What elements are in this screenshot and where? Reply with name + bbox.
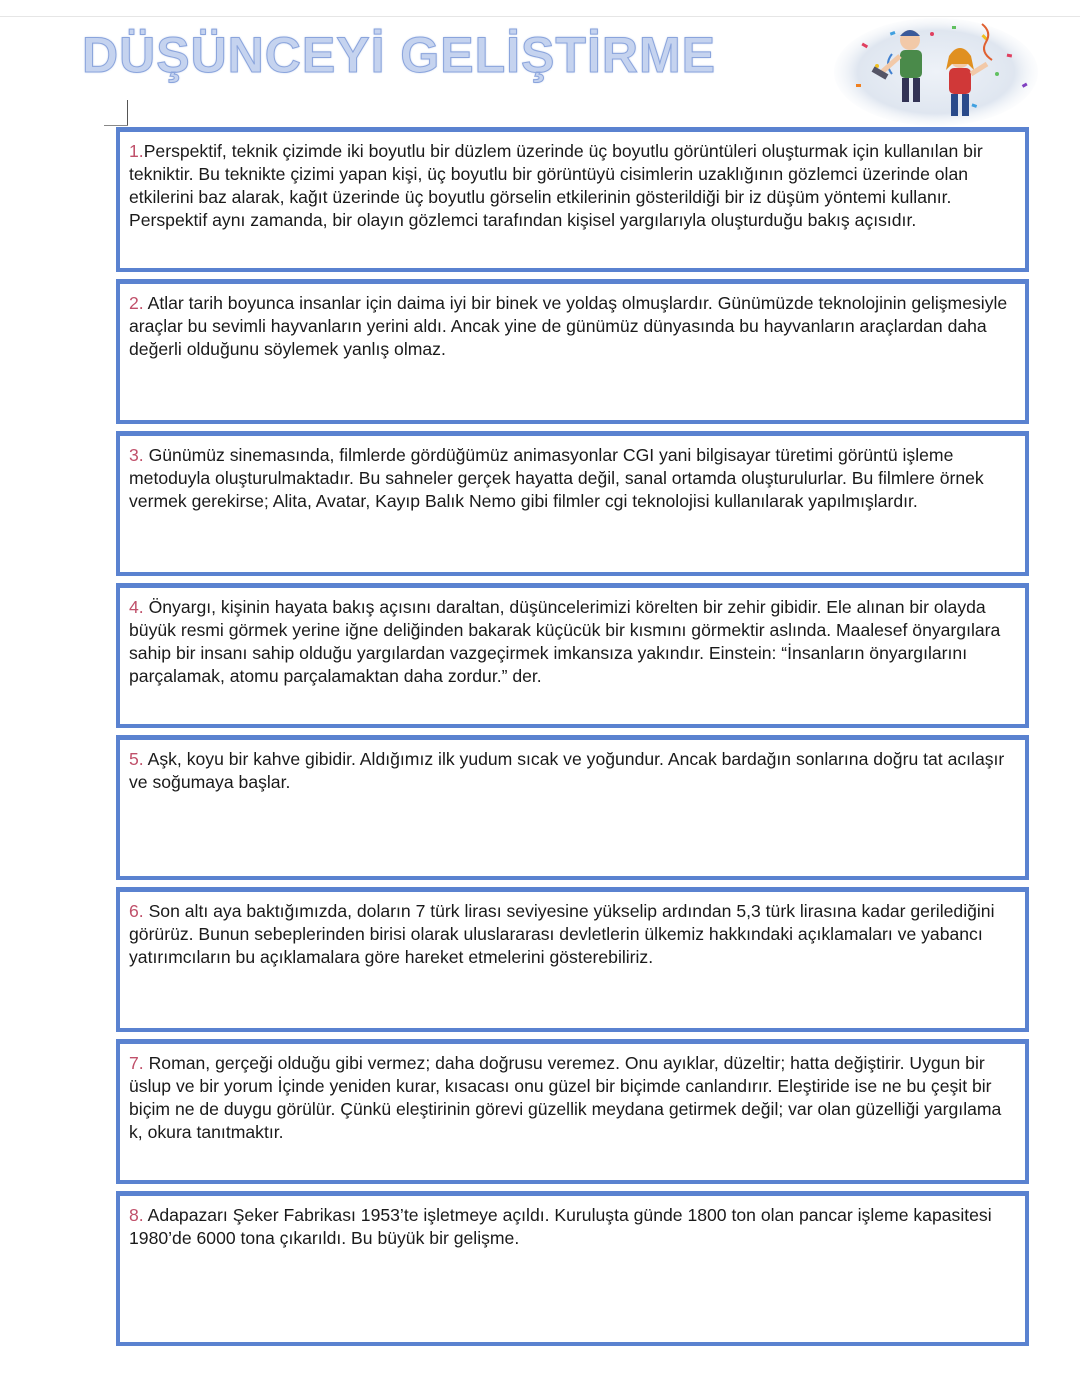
box-4-paragraph (129, 596, 1015, 688)
text-box-7 (116, 1039, 1029, 1184)
item-number: 1. (129, 141, 144, 161)
item-text: Son altı aya baktığımızda, doların 7 türk lirası seviyesine yükselip ardından 5,3 türk lirasına kadar gerilediğini görürüz. Bunun sebeplerinden birisi olarak uluslararası devletlerin ülkemiz hakkındaki açıklamaları ve yabancı yatırımcıların bu açıklamalara göre hareket etmelerini gösterebiliriz. (129, 901, 995, 967)
text-box-1 (116, 127, 1029, 272)
item-number: 3. (129, 445, 144, 465)
text-box-2 (116, 279, 1029, 424)
item-number: 7. (129, 1053, 144, 1073)
box-3-paragraph (129, 444, 1015, 513)
item-number: 8. (129, 1205, 144, 1225)
item-text: Perspektif, teknik çizimde iki boyutlu bir düzlem üzerinde üç boyutlu görüntüleri oluşturmak için kullanılan bir tekniktir. Bu teknikte çizimi yapan kişi, üç boyutlu bir görüntüyü cisimlerin uzaklığının gözlemci üzerinde olan etkilerini baz alarak, kağıt üzerinde üç boyutlu görselin etkilerinin gösterildiği bir iz düşüm yöntemi kullanır. Perspektif aynı zamanda, bir olayın gözlemci tarafından kişisel yargılarıyla oluşturduğu bakış açısıdır. (129, 141, 983, 230)
text-box-4 (116, 583, 1029, 728)
item-text: Günümüz sinemasında, filmlerde gördüğümüz animasyonlar CGI yani bilgisayar türetimi görüntü işleme metoduyla oluşturulmaktadır. Bu sahneler gerçek hayatta değil, sanal ortamda oluşturulurlar. Bu filmlere örnek vermek gerekirse; Alita, Avatar, Kayıp Balık Nemo gibi filmler cgi teknolojisi kullanılarak yapılmışlardır. (129, 445, 984, 511)
item-text: Atlar tarih boyunca insanlar için daima iyi bir binek ve yoldaş olmuşlardır. Günümüzde teknolojinin gelişmesiyle araçlar bu sevimli hayvanların yerini aldı. Ancak yine de günümüz dünyasında bu hayvanların araçlardan daha değerli olduğunu söylemek yanlış olmaz. (129, 293, 1008, 359)
item-text: Roman, gerçeği olduğu gibi vermez; daha doğrusu veremez. Onu ayıklar, düzeltir; hatta değiştirir. Uygun bir üslup ve bir yorum İçinde yeniden kurar, kısacası onu güzel bir biçimde canlandırır. Eleştiride ise ne bu çeşit bir biçim ne de duygu görülür. Çünkü eleştirinin görevi güzellik meydana getirmek değil; var olan güzelliği yargılama k, okura tanıtmaktır. (129, 1053, 1002, 1142)
item-number: 2. (129, 293, 144, 313)
children-painting-illustration (832, 14, 1040, 126)
text-box-5 (116, 735, 1029, 880)
item-number: 5. (129, 749, 144, 769)
item-text: Önyargı, kişinin hayata bakış açısını daraltan, düşüncelerimizi körelten bir zehir gibidir. Ele alınan bir olayda büyük resmi görmek yerine iğne deliğinden bakarak küçücük bir kısmını görmektir aslında. Maalesef önyargılara sahip bir insanı sahip olduğu yargılardan vazgeçirmek imkansıza yakındır. Einstein: “İnsanların önyargılarını parçalamak, atomu parçalamaktan daha zordur.” der. (129, 597, 1001, 686)
item-number: 6. (129, 901, 144, 921)
text-box-8 (116, 1191, 1029, 1346)
page-title: DÜŞÜNCEYİ GELİŞTİRME (82, 27, 716, 83)
item-text: Adapazarı Şeker Fabrikası 1953’te işletmeye açıldı. Kuruluşta günde 1800 ton olan pancar işleme kapasitesi 1980’de 6000 tona çıkarıldı. Bu büyük bir gelişme. (129, 1205, 992, 1248)
cursor-guide-line (104, 125, 128, 126)
box-1-paragraph (129, 140, 1015, 232)
box-5-paragraph (129, 748, 1015, 794)
box-2-paragraph (129, 292, 1015, 361)
box-6-paragraph (129, 900, 1015, 969)
item-number: 4. (129, 597, 144, 617)
box-7-paragraph (129, 1052, 1015, 1144)
text-box-3 (116, 431, 1029, 576)
box-8-paragraph (129, 1204, 1015, 1250)
item-text: Aşk, koyu bir kahve gibidir. Aldığımız ilk yudum sıcak ve yoğundur. Ancak bardağın sonlarına doğru tat acılaşır ve soğumaya başlar. (129, 749, 1005, 792)
text-cursor (127, 100, 128, 126)
text-box-6 (116, 887, 1029, 1032)
